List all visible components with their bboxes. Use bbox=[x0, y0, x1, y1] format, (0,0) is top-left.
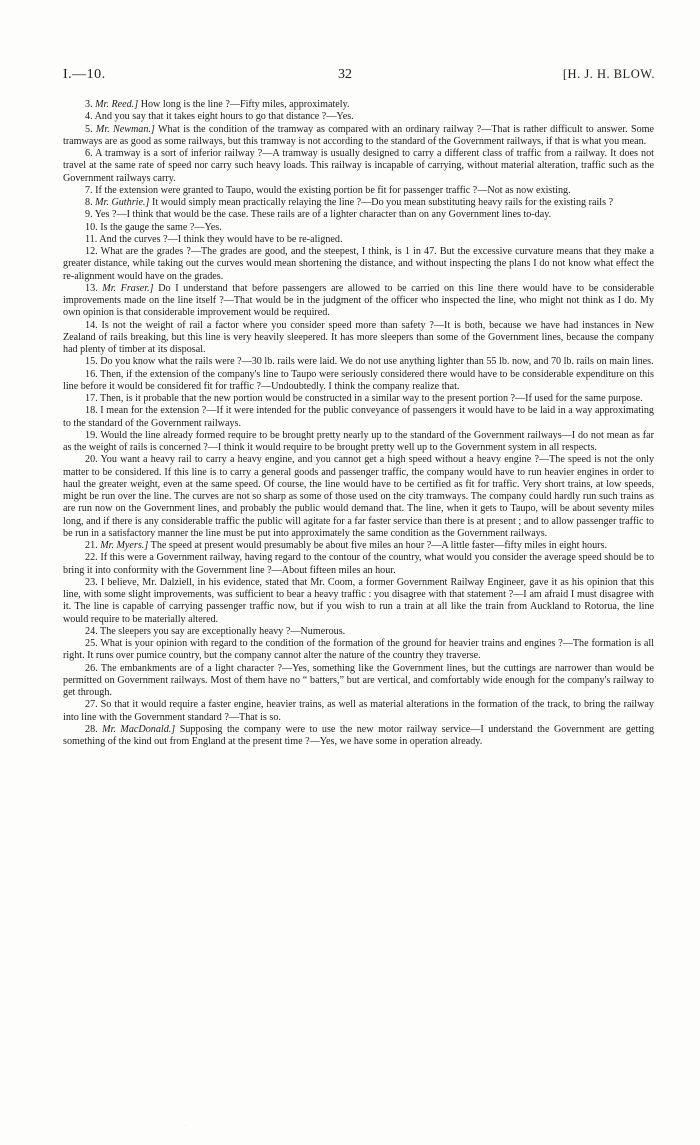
question-answer-text: And the curves ?—I think they would have to be re-aligned. bbox=[99, 233, 343, 245]
question-number: 21. bbox=[85, 540, 98, 551]
question-paragraph bbox=[63, 454, 654, 540]
question-number: 18. bbox=[85, 405, 98, 417]
question-number: 24. bbox=[85, 625, 98, 637]
question-paragraph bbox=[63, 111, 654, 123]
speaker-name: Mr. Reed.] bbox=[95, 99, 139, 110]
speaker-name: Mr. Fraser.] bbox=[102, 282, 154, 294]
speaker-name: Mr. Guthrie.] bbox=[95, 197, 150, 208]
question-paragraph bbox=[63, 405, 654, 430]
speaker-name: Mr. Newman.] bbox=[95, 123, 155, 135]
question-answer-text: I believe, Mr. Dalziell, in his evidence, stated that Mr. Coom, a former Government Railway Engineer, gave it as his opinion that this line, with some slight improvements, was sufficient to bear a heavy traffic : you disagree with that statement ?—I am afraid I must disagree with it. The line is capable of carrying passenger traffic now, but if you wish to run a train at all like the train from Auckland to Rotorua, the line would require to be materially altered. bbox=[63, 576, 654, 625]
question-answer-text: If this were a Government railway, having regard to the contour of the country, what would you consider the average speed should be to bring it into conformity with the Government line ?—About fifteen miles an hour. bbox=[63, 552, 655, 576]
question-answer-text: So that it would require a faster engine, heavier trains, as well as material alterations in the formation of the track, to bring the railway into line with the Government standard ?—That is so. bbox=[63, 699, 654, 723]
question-answer-text: You want a heavy rail to carry a heavy engine, and you cannot get a high speed without a heavy engine ?—The speed is not the only matter to be considered. If this line is to carry a general goods and passenger traffic, the company would have to run heavier engines in order to haul the greater weight, even at the same speed. Of course, the line would have to be certified as fit for traffic. Very short trains, at low speeds, might be run over the line. The curves are not so sharp as some of those used on the city tramways. The company could hardly run such trains as are run now on the Government lines, and probably the public would demand that. The line, when it gets to Taupo, will be about seventy miles long, and if there is any considerable traffic the public will agitate for a far faster service than there is at present ; and to allow passenger traffic to be run in a satisfactory manner the line must be put into approximately the same condition as the Government railways. bbox=[63, 454, 655, 539]
evidence-body bbox=[63, 99, 654, 748]
question-answer-text: A tramway is a sort of inferior railway ?—A tramway is usually designed to carry a different class of traffic from a railway. It does not travel at the same rate of speed nor carry such heavy loads. This railway is incapable of carrying, without material alteration, traffic such as the Government railways carry. bbox=[63, 148, 654, 184]
page-header bbox=[63, 67, 655, 85]
scan-mark: ˙ bbox=[184, 1125, 186, 1131]
question-answer-text: Do I understand that before passengers are allowed to be carried on this line there would have to be considerable improvements made on the line itself ?—That would be in the judgment of the officer who inspected the line, who might not think as I do. My own opinion is that considerable improvement would be required. bbox=[63, 282, 655, 319]
question-number: 19. bbox=[85, 429, 98, 441]
question-paragraph bbox=[63, 283, 654, 320]
question-number: 6. bbox=[85, 148, 93, 159]
question-paragraph bbox=[63, 638, 654, 663]
question-answer-text: Supposing the company were to use the new motor railway service—I understand the Government are getting something of the kind out from England at the present time ?—Yes, we have some in operation already. bbox=[63, 723, 655, 747]
question-paragraph bbox=[63, 663, 654, 700]
question-number: 5. bbox=[85, 123, 93, 135]
question-answer-text: The speed at present would presumably be about five miles an hour ?—A little faster—fifty miles in eight hours. bbox=[150, 540, 607, 551]
question-number: 3. bbox=[85, 99, 93, 110]
question-number: 17. bbox=[85, 393, 98, 404]
question-number: 13. bbox=[85, 282, 98, 294]
question-answer-text: Is the gauge the same ?—Yes. bbox=[100, 221, 222, 233]
question-paragraph bbox=[63, 356, 654, 368]
question-answer-text: If the extension were granted to Taupo, would the existing portion be fit for passenger traffic ?—Not as now existing. bbox=[95, 184, 571, 196]
question-number: 12. bbox=[85, 246, 98, 257]
question-answer-text: Do you know what the rails were ?—30 lb. rails were laid. We do not use anything lighter than 55 lb. now, and 70 lb. rails on main lines. bbox=[100, 356, 654, 368]
question-answer-text: What is the condition of the tramway as compared with an ordinary railway ?—That is rather difficult to answer. Some tramways are as good as some railways, but this tramway is not according to the standard of the Government railways, if that is what you mean. bbox=[63, 123, 655, 147]
question-answer-text: Yes ?—I think that would be the case. These rails are of a lighter character than on any Government lines to-day. bbox=[94, 209, 552, 221]
question-answer-text: Is not the weight of rail a factor where you consider speed more than safety ?—It is both, because we have had instances in New Zealand of rails breaking, but this line is very heavily sleepered. It has more sleepers than some of the Government lines, because the company had plenty of timber at its disposal. bbox=[63, 319, 655, 355]
question-paragraph bbox=[63, 552, 654, 577]
question-number: 20. bbox=[85, 454, 98, 466]
question-number: 7. bbox=[85, 184, 93, 196]
question-answer-text: What is your opinion with regard to the condition of the formation of the ground for heavier trains and engines ?—The formation is all right. It runs over pumice country, but the company cannot alter the nature of the country they traverse. bbox=[63, 638, 654, 662]
question-number: 22. bbox=[85, 552, 98, 564]
question-answer-text: And you say that it takes eight hours to go that distance ?—Yes. bbox=[94, 111, 354, 123]
witness-name: [H. J. H. BLOW. bbox=[562, 67, 655, 81]
speaker-name: Mr. MacDonald.] bbox=[102, 723, 176, 735]
question-number: 4. bbox=[85, 111, 93, 123]
question-number: 10. bbox=[85, 221, 98, 233]
question-number: 16. bbox=[85, 368, 98, 380]
question-paragraph bbox=[63, 393, 654, 405]
question-answer-text: I mean for the extension ?—If it were intended for the public conveyance of passengers it would have to be laid in a way approximating to the standard of the Government railways. bbox=[63, 405, 654, 429]
question-paragraph bbox=[63, 626, 654, 638]
question-answer-text: What are the grades ?—The grades are good, and the steepest, I think, is 1 in 47. But the excessive curvature means that they make a greater distance, while taking out the curves would mean shortening the distance, and without inspecting the plans I do not know what effect the re-alignment would have on the grades. bbox=[63, 246, 655, 282]
speaker-name: Mr. Myers.] bbox=[100, 540, 149, 551]
question-paragraph bbox=[63, 185, 654, 197]
question-number: 15. bbox=[85, 356, 98, 368]
question-number: 14. bbox=[85, 319, 98, 331]
question-number: 26. bbox=[85, 662, 98, 674]
question-paragraph bbox=[63, 197, 654, 209]
question-number: 8. bbox=[85, 197, 93, 208]
question-number: 23. bbox=[85, 576, 98, 588]
question-number: 25. bbox=[85, 638, 98, 649]
question-paragraph bbox=[63, 222, 654, 234]
page-number: 32 bbox=[338, 67, 352, 82]
report-reference: I.—10. bbox=[63, 67, 106, 82]
question-answer-text: It would simply mean practically relaying the line ?—Do you mean substituting heavy rails for the existing rails ? bbox=[151, 197, 614, 208]
question-answer-text: Then, is it probable that the new portion would be constructed in a similar way to the present portion ?—If used for the same purpose. bbox=[100, 393, 643, 404]
question-paragraph bbox=[63, 724, 654, 749]
question-number: 11. bbox=[85, 233, 98, 245]
question-number: 28. bbox=[85, 723, 98, 735]
question-paragraph bbox=[63, 699, 654, 724]
question-paragraph bbox=[63, 99, 654, 111]
question-paragraph bbox=[63, 209, 654, 221]
question-answer-text: Then, if the extension of the company's line to Taupo were seriously considered there would have to be considerable expenditure on this line before it would be considered fit for traffic ?—Undoubtedly. I think the company realize that. bbox=[63, 368, 654, 392]
question-paragraph bbox=[63, 234, 654, 246]
question-answer-text: The embankments are of a light character ?—Yes, something like the Government lines, but the cuttings are narrower than would be permitted on Government railways. Most of them have no “ batters,” but are vertical, and comfortably wide enough for the company's railway to get through. bbox=[63, 662, 654, 698]
question-number: 27. bbox=[85, 699, 98, 711]
question-paragraph bbox=[63, 369, 654, 394]
question-paragraph bbox=[63, 320, 654, 357]
question-paragraph bbox=[63, 577, 654, 626]
question-paragraph bbox=[63, 540, 654, 552]
question-number: 9. bbox=[85, 209, 93, 221]
question-answer-text: Would the line already formed require to be brought pretty nearly up to the standard of the Government railways—I do not mean as far as the weight of rails is concerned ?—I think it would require to be brought pretty well up to the Government system in all respects. bbox=[63, 429, 654, 453]
question-paragraph bbox=[63, 430, 654, 455]
question-paragraph bbox=[63, 246, 654, 283]
question-answer-text: The sleepers you say are exceptionally heavy ?—Numerous. bbox=[100, 625, 346, 637]
question-paragraph bbox=[63, 148, 654, 185]
question-paragraph bbox=[63, 124, 654, 149]
question-answer-text: How long is the line ?—Fifty miles, approximately. bbox=[140, 99, 350, 110]
